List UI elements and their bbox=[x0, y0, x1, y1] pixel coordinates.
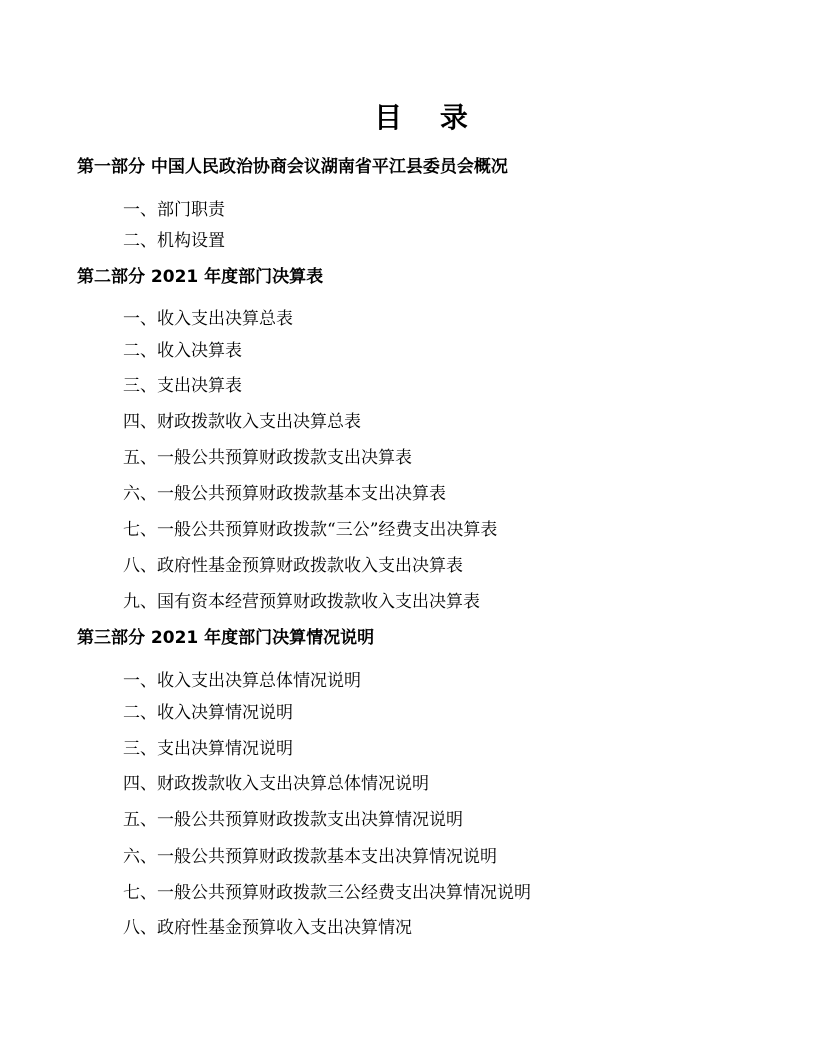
part-2-item-5: 五、一般公共预算财政拨款支出决算表 bbox=[123, 448, 412, 468]
part-2-item-6: 六、一般公共预算财政拨款基本支出决算表 bbox=[123, 484, 446, 504]
part-2-item-7: 七、一般公共预算财政拨款“三公”经费支出决算表 bbox=[123, 520, 498, 540]
part-2-item-3: 三、支出决算表 bbox=[123, 376, 242, 396]
part-2-item-8: 八、政府性基金预算财政拨款收入支出决算表 bbox=[123, 556, 463, 576]
part-2-item-1: 一、收入支出决算总表 bbox=[123, 309, 293, 329]
part-2-item-2: 二、收入决算表 bbox=[123, 341, 242, 361]
part-3-item-1: 一、收入支出决算总体情况说明 bbox=[123, 671, 361, 691]
part-3-item-5: 五、一般公共预算财政拨款支出决算情况说明 bbox=[123, 810, 463, 830]
part-3-item-3: 三、支出决算情况说明 bbox=[123, 739, 293, 759]
toc-title: 目 录 bbox=[374, 101, 482, 134]
part-3-item-8: 八、政府性基金预算收入支出决算情况 bbox=[123, 918, 412, 938]
part-2-item-9: 九、国有资本经营预算财政拨款收入支出决算表 bbox=[123, 592, 480, 612]
part-2-item-4: 四、财政拨款收入支出决算总表 bbox=[123, 412, 361, 432]
part-2-heading: 第二部分 2021 年度部门决算表 bbox=[77, 267, 324, 287]
part-3-item-6: 六、一般公共预算财政拨款基本支出决算情况说明 bbox=[123, 847, 497, 867]
part-3-heading: 第三部分 2021 年度部门决算情况说明 bbox=[77, 628, 375, 648]
part-3-item-7: 七、一般公共预算财政拨款三公经费支出决算情况说明 bbox=[123, 883, 531, 903]
part-3-item-2: 二、收入决算情况说明 bbox=[123, 703, 293, 723]
part-1-item-1: 一、部门职责 bbox=[123, 200, 225, 220]
part-1-heading: 第一部分 中国人民政治协商会议湖南省平江县委员会概况 bbox=[77, 157, 508, 177]
part-3-item-4: 四、财政拨款收入支出决算总体情况说明 bbox=[123, 774, 429, 794]
part-1-item-2: 二、机构设置 bbox=[123, 231, 225, 251]
